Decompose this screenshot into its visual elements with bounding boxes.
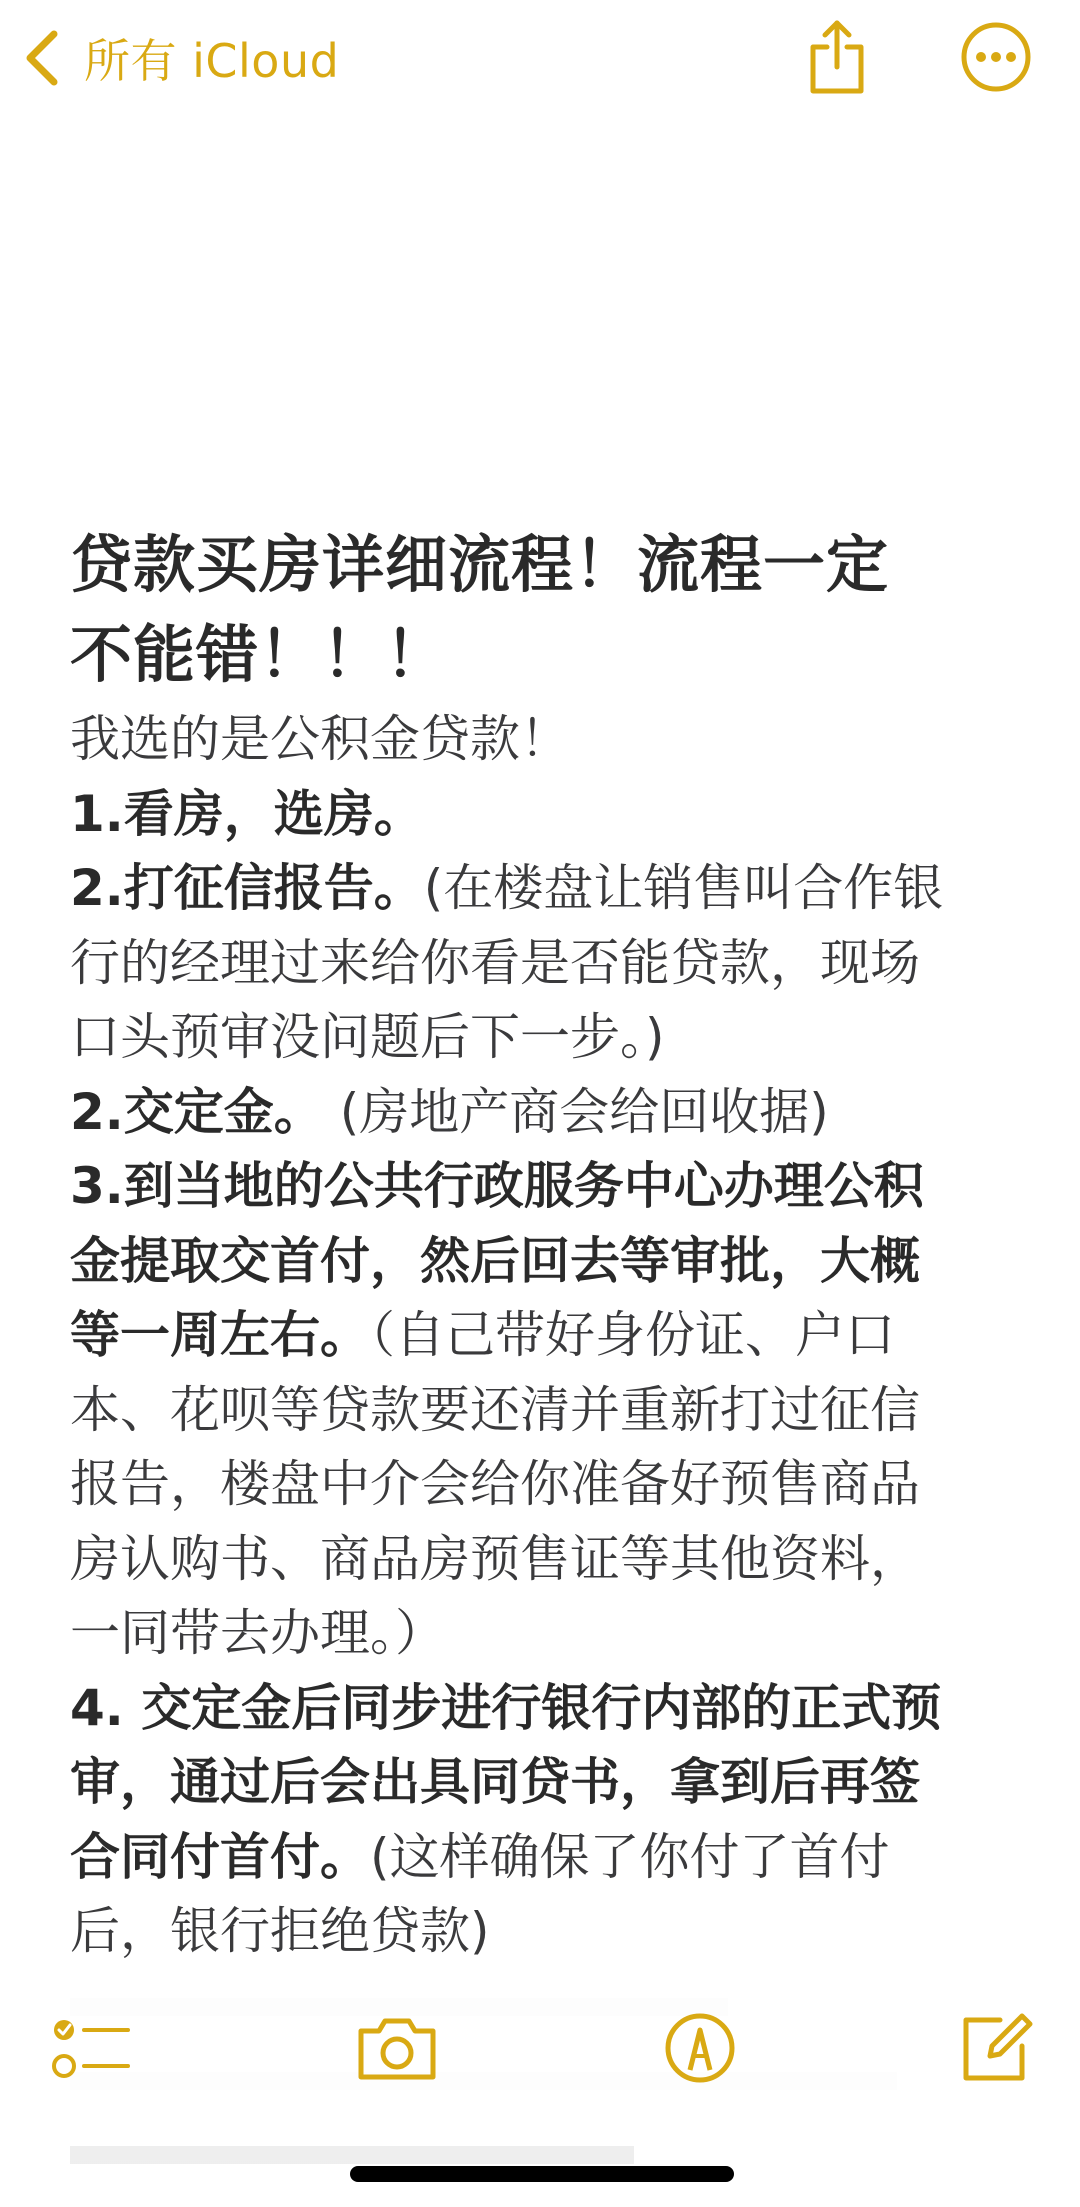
body-line <box>70 851 1010 926</box>
body-line <box>70 1298 1010 1373</box>
body-line: 3.到当地的公共行政服务中心办理公积 <box>70 1157 924 1215</box>
note-body <box>70 702 1010 1969</box>
body-line: 报告，楼盘中介会给你准备好预售商品 <box>70 1455 920 1513</box>
checklist-button[interactable] <box>42 2000 142 2100</box>
plain-text: (在楼盘让销售叫合作银 <box>423 859 944 917</box>
ellipsis-circle-icon <box>960 21 1032 97</box>
compose-button[interactable] <box>946 2000 1046 2100</box>
body-line: 4. 交定金后同步进行银行内部的正式预 <box>70 1678 942 1737</box>
home-indicator[interactable] <box>350 2166 734 2182</box>
body-line: 口头预审没问题后下一步。) <box>70 1008 665 1066</box>
markup-button[interactable] <box>650 2000 750 2100</box>
back-button[interactable] <box>22 26 339 90</box>
title-line: 贷款买房详细流程！流程一定 <box>70 528 890 601</box>
body-line: 房认购书、商品房预售证等其他资料， <box>70 1529 920 1588</box>
chevron-left-icon <box>22 28 62 88</box>
body-line: 一同带去办理。） <box>70 1604 445 1662</box>
more-button[interactable] <box>951 14 1041 104</box>
checklist-icon <box>52 2008 132 2092</box>
bold-text: 2.交定金。 <box>70 1082 324 1141</box>
body-line: 后，银行拒绝贷款) <box>70 1902 490 1960</box>
body-line <box>70 1820 1010 1895</box>
bold-text: 合同付首付。 <box>70 1827 370 1886</box>
navigation-bar <box>0 0 1080 120</box>
body-line: 1.看房，选房。 <box>70 784 424 843</box>
plain-text: (房地产商会给回收据) <box>323 1082 829 1141</box>
body-line: 审，通过后会出具同贷书，拿到后再签 <box>70 1753 920 1811</box>
body-line: 金提取交首付，然后回去等审批，大概 <box>70 1231 920 1290</box>
bottom-toolbar <box>0 1990 1080 2110</box>
body-line: 行的经理过来给你看是否能贷款，现场 <box>70 933 920 992</box>
camera-icon <box>355 2013 439 2087</box>
bold-text: 2.打征信报告。 <box>70 859 424 917</box>
note-title <box>70 520 1010 700</box>
body-line <box>70 1075 1010 1150</box>
share-button[interactable] <box>792 14 882 104</box>
share-icon <box>805 17 869 101</box>
note-content[interactable] <box>70 520 1010 1969</box>
plain-text: (这样确保了你付了首付 <box>370 1827 890 1886</box>
camera-button[interactable] <box>347 2000 447 2100</box>
back-label: 所有 iCloud <box>84 34 340 88</box>
body-line: 我选的是公积金贷款！ <box>70 710 570 768</box>
body-line: 本、花呗等贷款要还清并重新打过征信 <box>70 1380 920 1439</box>
plain-text: （自己带好身份证、户口 <box>370 1306 895 1364</box>
bold-text: 等一周左右。 <box>70 1306 370 1364</box>
compose-icon <box>956 2008 1036 2092</box>
markup-pen-icon <box>662 2010 738 2090</box>
title-line: 不能错！！！ <box>70 618 449 691</box>
